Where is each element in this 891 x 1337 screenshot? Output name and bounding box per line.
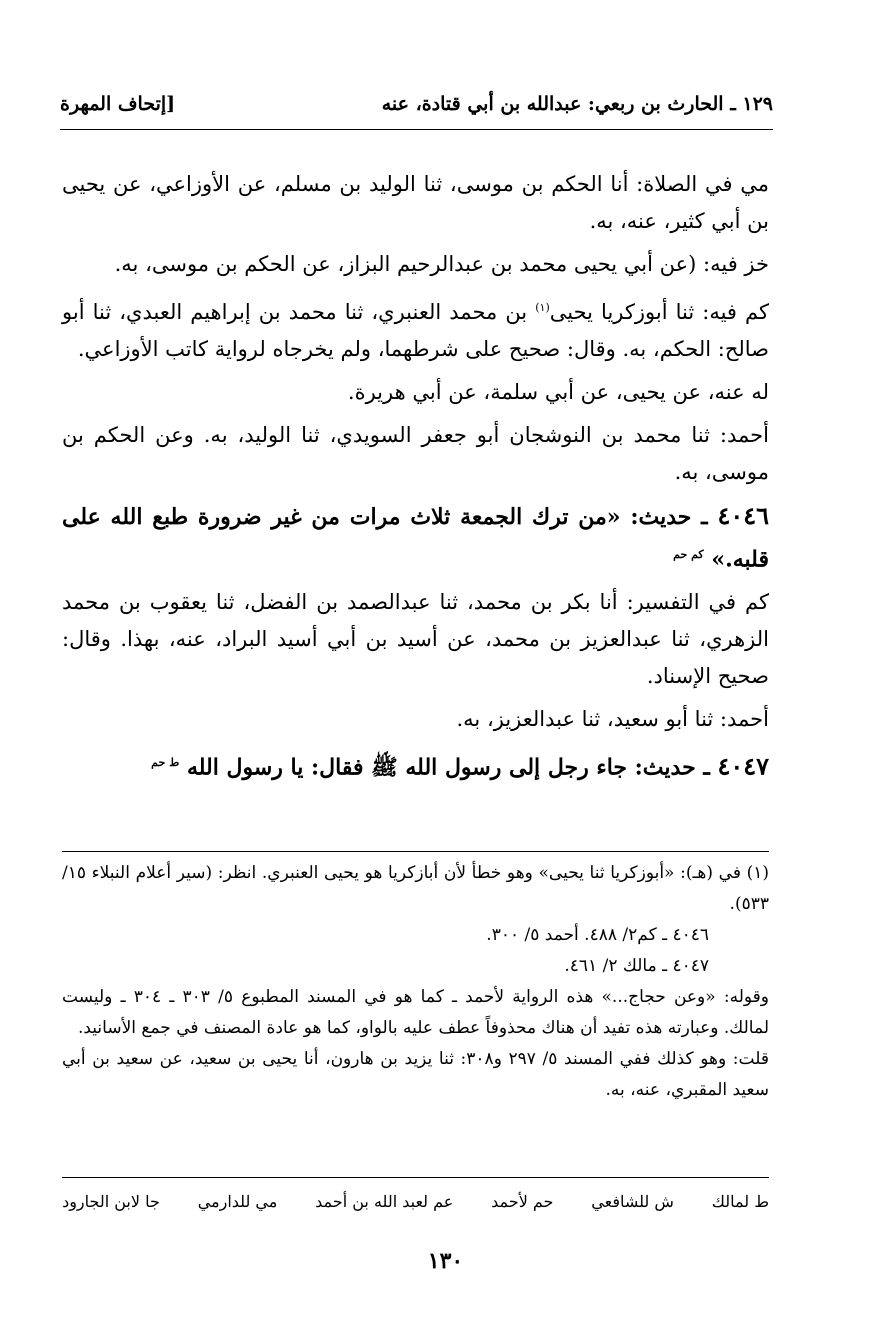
hadith-number: ٤٠٤٦ — [717, 501, 769, 530]
paragraph: مي في الصلاة: أنا الحكم بن موسى، ثنا الوليد بن مسلم، عن الأوزاعي، عن يحيى بن أبي كثير، عنه، به. — [62, 172, 769, 233]
hadith-heading — [62, 497, 769, 578]
abbreviation: عم لعبد الله بن أحمد — [315, 1192, 454, 1211]
running-header — [60, 84, 773, 124]
hadith-text: ـ حديث: «من ترك الجمعة ثلاث مرات من غير ضرورة طبع الله على قلبه.» — [62, 504, 769, 573]
hadith-heading — [62, 744, 769, 786]
footnote: قلت: وهو كذلك ففي المسند ٥/ ٢٩٧ و٣٠٨: ثنا يزيد بن هارون، أنا يحيى بن سعيد، عن سعيد بن أبي سعيد المقبري، عنه، به. — [62, 1049, 769, 1100]
header-divider — [60, 129, 773, 130]
paragraph — [62, 289, 769, 368]
footnotes — [62, 858, 769, 1106]
page-number: ١٣٠ — [427, 1248, 464, 1274]
footnote-divider — [62, 851, 769, 852]
abbreviations-divider — [62, 1177, 769, 1178]
main-text — [62, 166, 769, 793]
footnote-marker[interactable]: (١) — [535, 301, 550, 314]
source-marks: ط حم — [151, 756, 180, 770]
paragraph: خز فيه: (عن أبي يحيى محمد بن عبدالرحيم البزاز، عن الحكم بن موسى، به. — [114, 252, 769, 276]
paragraph: أحمد: ثنا محمد بن النوشجان أبو جعفر السويدي، ثنا الوليد، به. وعن الحكم بن موسى، به. — [62, 423, 769, 484]
paragraph-text: كم فيه: ثنا أبوزكريا يحيى — [549, 300, 769, 324]
paragraph: كم في التفسير: أنا بكر بن محمد، ثنا عبدالصمد بن الفضل، ثنا يعقوب بن محمد الزهري، ثنا عبدالعزيز بن محمد، عن أسيد بن أبي أسيد البراد، عنه، بهذا. وقال: صحيح الإسناد. — [62, 590, 769, 689]
book-title: [إتحاف المهرة — [60, 93, 176, 115]
chapter-title: ١٢٩ ـ الحارث بن ربعي: عبدالله بن أبي قتادة، عنه — [381, 93, 773, 115]
footnote: وقوله: «وعن حجاج...» هذه الرواية لأحمد ـ كما هو في المسند المطبوع ٥/ ٣٠٣ ـ ٣٠٤ ـ وليست لمالك. وعبارته هذه تفيد أن هناك محذوفاً عطف عليه بالواو، كما هو عادة المصنف في جمع الأسانيد. — [62, 987, 769, 1038]
abbreviation: ش للشافعي — [591, 1192, 674, 1211]
abbreviation: مي للدارمي — [197, 1192, 278, 1211]
abbreviation: حم لأحمد — [491, 1192, 554, 1211]
hadith-number: ٤٠٤٧ — [717, 751, 769, 781]
paragraph: له عنه، عن يحيى، عن أبي سلمة، عن أبي هريرة. — [347, 380, 769, 404]
paragraph-text: بن محمد العنبري، ثنا محمد بن إبراهيم العبدي، ثنا أبو صالح: الحكم، به. وقال: صحيح على شرطهما، ولم يخرجاه لرواية كاتب الأوزاعي. — [62, 300, 769, 361]
abbreviation: جا لابن الجارود — [62, 1192, 160, 1211]
hadith-text: ـ حديث: جاء رجل إلى رسول الله ﷺ فقال: يا رسول الله — [186, 754, 718, 781]
footnote: ٤٠٤٧ ـ مالك ٢/ ٤٦١. — [564, 956, 709, 976]
footnote: (١) في (هـ): «أبوزكريا ثنا يحيى» وهو خطأ لأن أبازكريا هو يحيى العنبري. انظر: (سير أعلام النبلاء ١٥/ ٥٣٣). — [62, 863, 769, 914]
abbreviation: ط لمالك — [711, 1192, 769, 1211]
paragraph: أحمد: ثنا أبو سعيد، ثنا عبدالعزيز، به. — [456, 707, 769, 732]
abbreviations-key — [62, 1192, 769, 1211]
source-marks: كم حم — [673, 548, 704, 561]
footnote: ٤٠٤٦ ـ كم٢/ ٤٨٨. أحمد ٥/ ٣٠٠. — [486, 925, 709, 945]
